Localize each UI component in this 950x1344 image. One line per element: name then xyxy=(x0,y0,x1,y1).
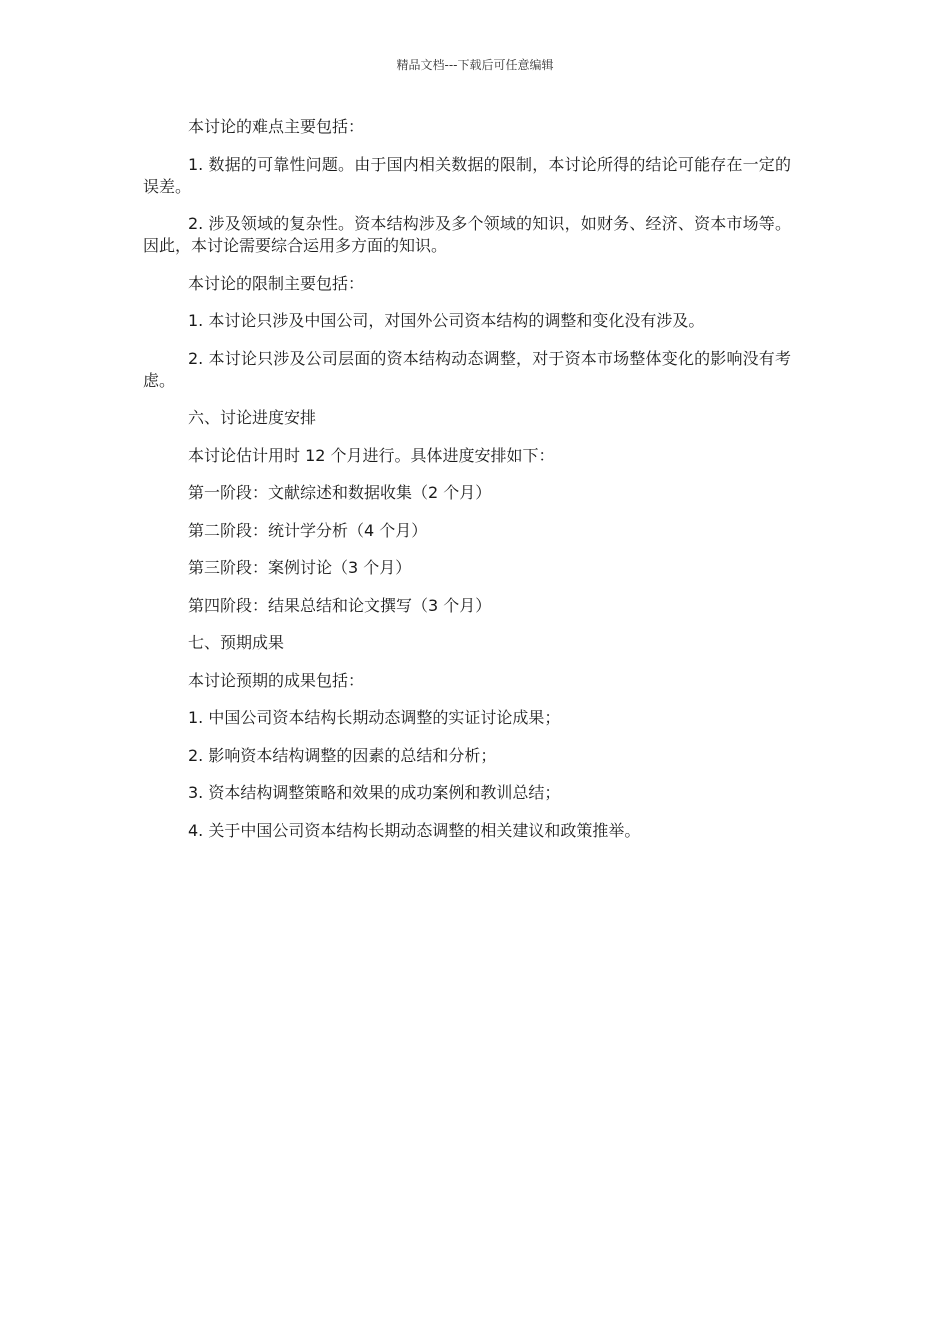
paragraph-phase-2: 第二阶段：统计学分析（4 个月） xyxy=(188,520,428,540)
paragraph-difficulty-1: 1. 数据的可靠性问题。由于国内相关数据的限制，本讨论所得的结论可能存在一定的误差。 xyxy=(143,154,791,196)
paragraph-outcome-4: 4. 关于中国公司资本结构长期动态调整的相关建议和政策推举。 xyxy=(188,820,641,840)
paragraph-phase-3: 第三阶段：案例讨论（3 个月） xyxy=(188,558,412,577)
paragraph-phase-4: 第四阶段：结果总结和论文撰写（3 个月） xyxy=(188,595,492,615)
paragraph-difficulty-2: 2. 涉及领域的复杂性。资本结构涉及多个领域的知识，如财务、经济、资本市场等。因此，本讨论需要综合运用多方面的知识。 xyxy=(143,214,791,255)
paragraph-outcomes-intro: 本讨论预期的成果包括： xyxy=(188,670,365,690)
paragraph-limitation-1: 1. 本讨论只涉及中国公司，对国外公司资本结构的调整和变化没有涉及。 xyxy=(188,311,705,330)
document-body xyxy=(143,116,791,857)
paragraph-phase-1: 第一阶段：文献综述和数据收集（2 个月） xyxy=(188,483,492,502)
paragraph-schedule-intro: 本讨论估计用时 12 个月进行。具体进度安排如下： xyxy=(188,445,555,465)
section-heading-outcomes: 七、预期成果 xyxy=(188,633,285,652)
page-header: 精品文档---下载后可任意编辑 xyxy=(396,58,554,72)
paragraph-limitation-2: 2. 本讨论只涉及公司层面的资本结构动态调整，对于资本市场整体变化的影响没有考虑。 xyxy=(143,348,791,390)
paragraph-difficulties-intro: 本讨论的难点主要包括： xyxy=(188,117,365,136)
section-heading-schedule: 六、讨论进度安排 xyxy=(188,408,317,427)
paragraph-limitations-intro: 本讨论的限制主要包括： xyxy=(188,273,365,293)
paragraph-outcome-3: 3. 资本结构调整策略和效果的成功案例和教训总结； xyxy=(188,783,561,802)
paragraph-outcome-2: 2. 影响资本结构调整的因素的总结和分析； xyxy=(188,745,497,765)
paragraph-outcome-1: 1. 中国公司资本结构长期动态调整的实证讨论成果； xyxy=(188,708,561,727)
